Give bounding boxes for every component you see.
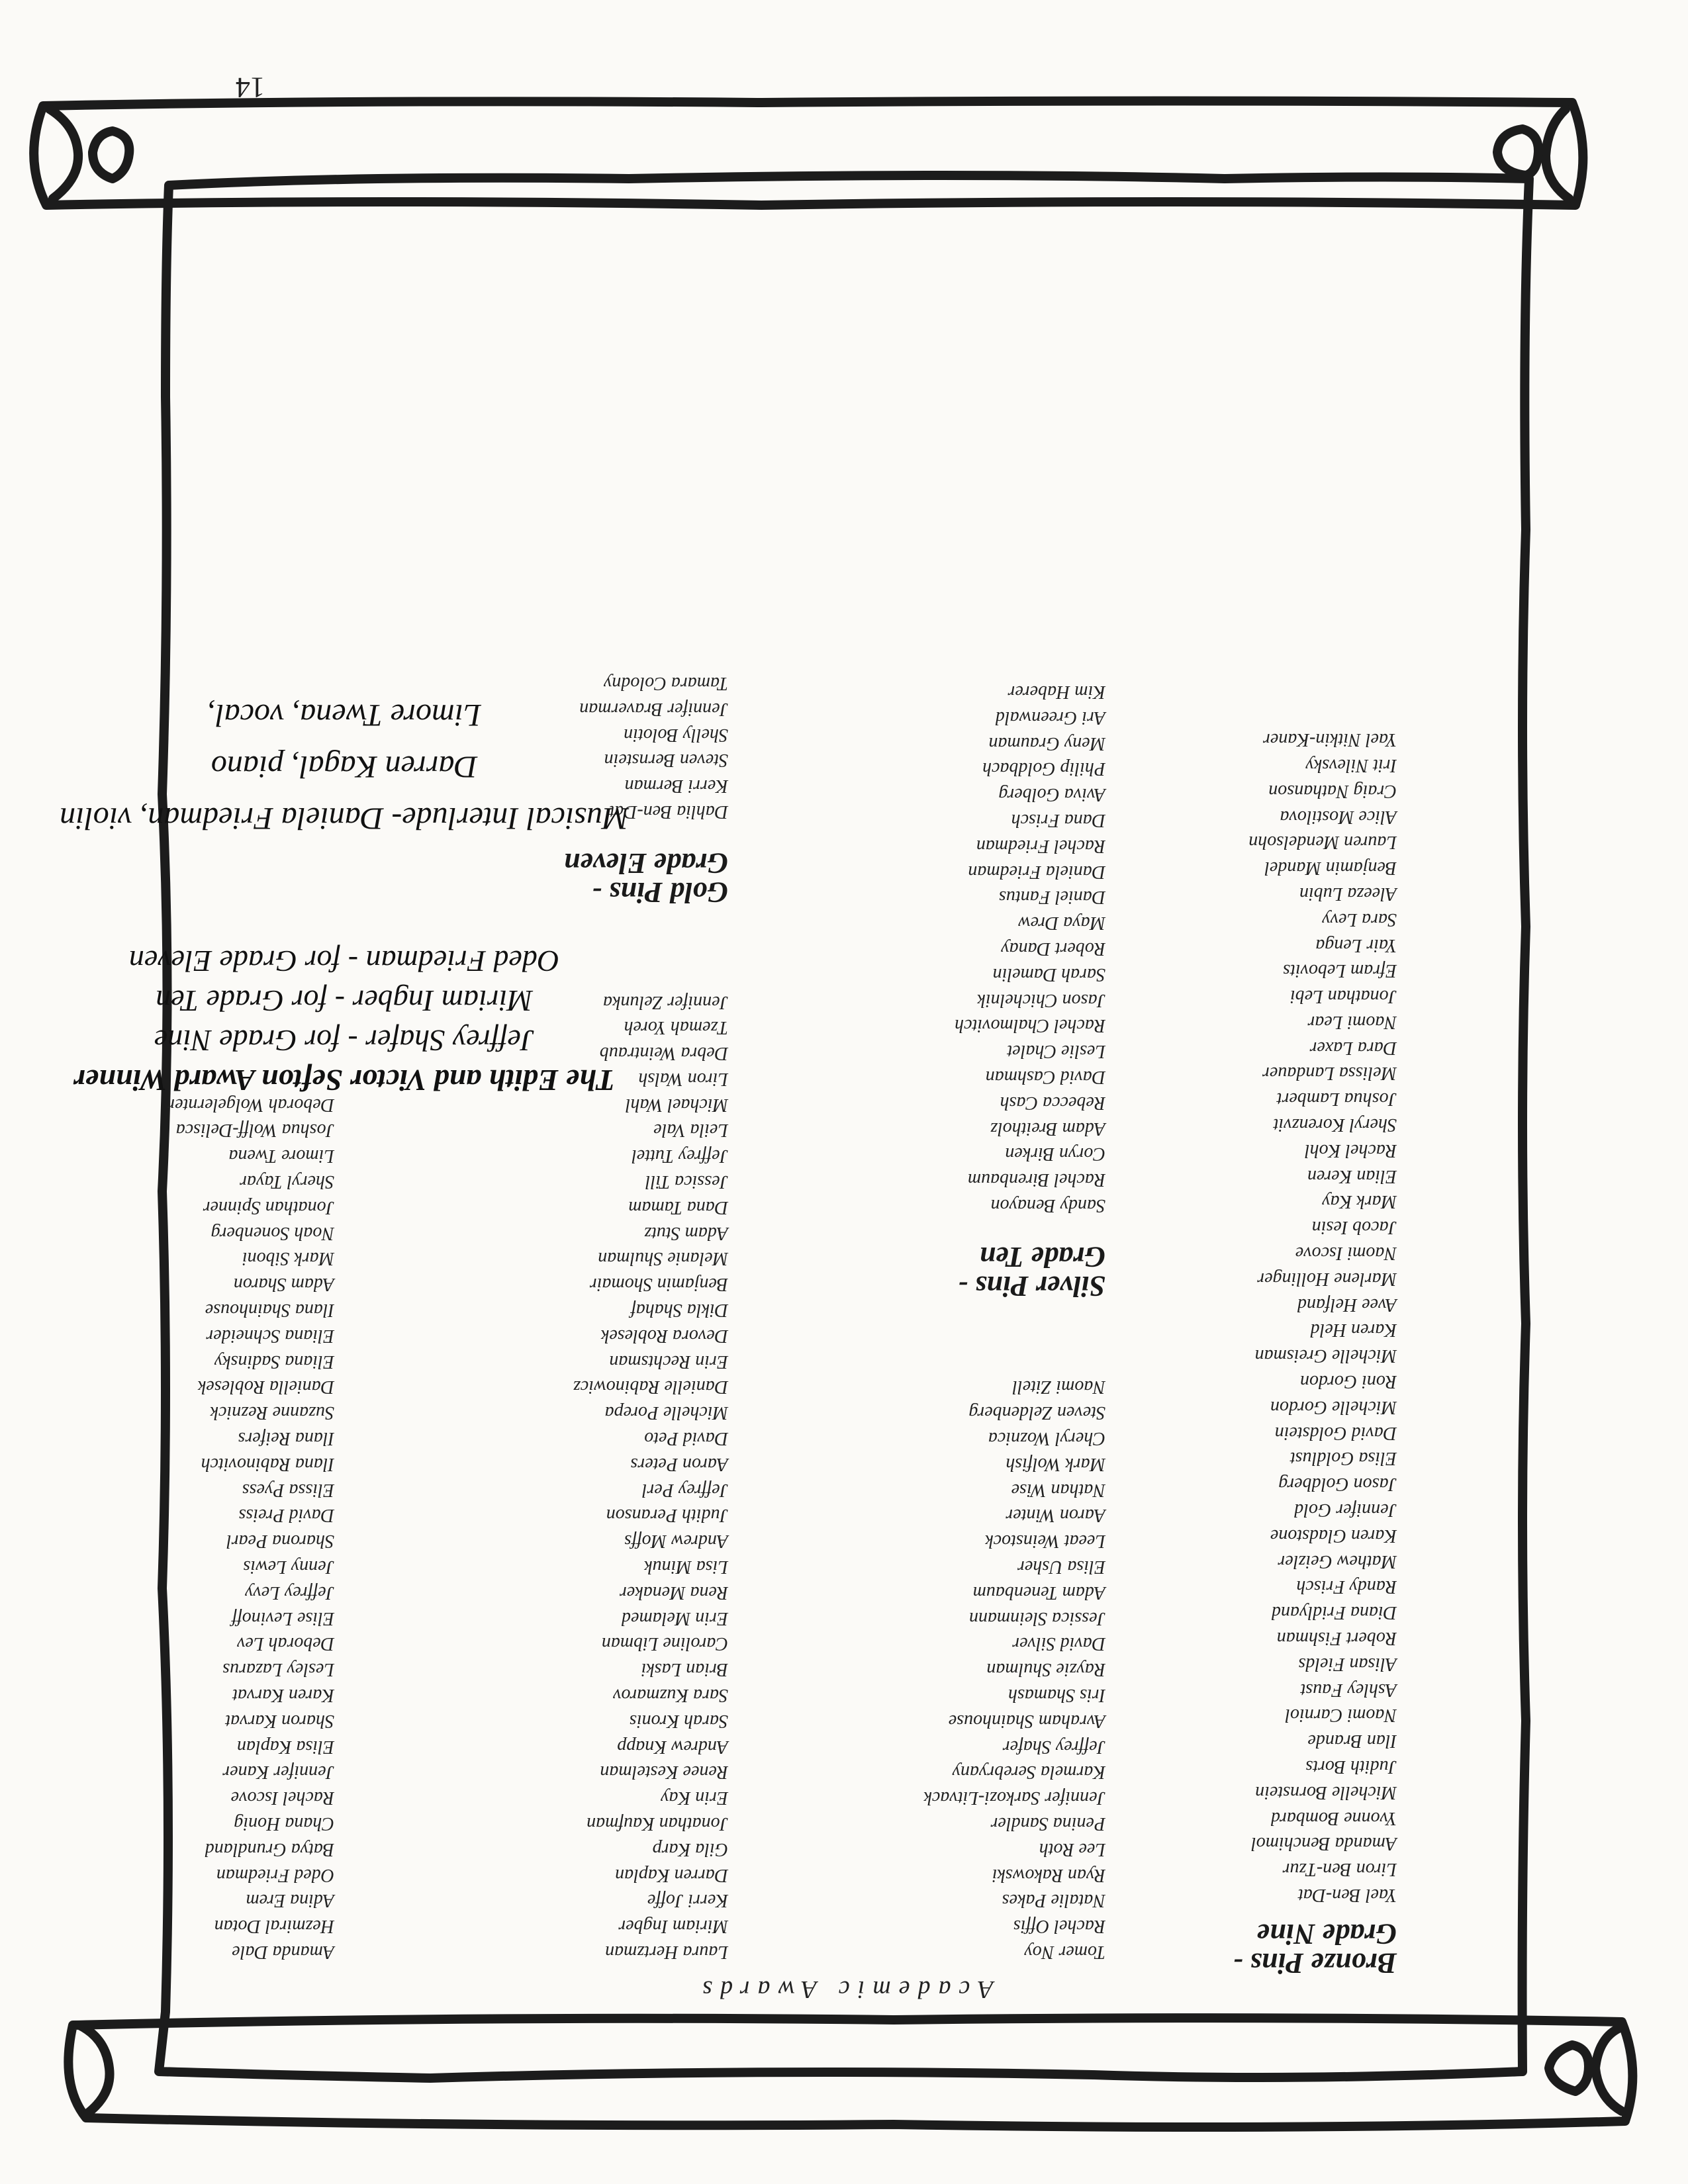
list-item: Adina Erem <box>246 1890 334 1911</box>
list-item: Rebecca Cash <box>1000 1092 1105 1113</box>
list-item: Aaron Winter <box>1006 1505 1105 1526</box>
list-item: Jonathan Kaufman <box>586 1813 728 1835</box>
list-item: Marlene Hollinger <box>1257 1268 1397 1289</box>
list-item: Dahlia Ben-Dat <box>609 801 728 822</box>
list-item: Efram Lebovits <box>1283 960 1397 981</box>
list-item: David Cashman <box>985 1067 1105 1088</box>
interlude-line: Limore Twena, vocal, <box>207 698 481 733</box>
list-item: Eliana Schneider <box>206 1325 334 1346</box>
musical-interlude <box>53 689 635 844</box>
bronze-heading-line2: Grade Nine <box>1256 1918 1397 1950</box>
sefton-award-line: Jeffrey Shafer - for Grade Nine <box>154 1024 535 1058</box>
list-item: Ashley Faust <box>1300 1679 1397 1700</box>
list-item: Naomi Iscove <box>1295 1243 1397 1264</box>
list-item: Leeat Weinstock <box>985 1531 1105 1552</box>
list-item: Daniela Friedman <box>968 861 1105 882</box>
list-item: Ilan Brande <box>1307 1731 1397 1752</box>
list-item: Liron Ben-Tzur <box>1282 1859 1397 1880</box>
list-item: Limore Twena <box>228 1146 334 1167</box>
list-item: Rachel Birenbaum <box>967 1169 1105 1191</box>
sefton-award-title: The Edith and Victor Sefton Award Winner <box>73 1064 615 1097</box>
list-item: Michael Wahl <box>625 1094 728 1115</box>
list-item: Jason Goldberg <box>1278 1474 1397 1495</box>
silver-heading <box>959 1242 1105 1300</box>
list-item: Randy Frisch <box>1296 1576 1397 1598</box>
list-item: Mark Kay <box>1322 1191 1397 1212</box>
list-item: Miriam Ingber <box>618 1916 728 1937</box>
list-item: Alice Mostilova <box>1280 806 1397 827</box>
list-item: Erin Kay <box>661 1788 728 1809</box>
list-item: Sarah Kronis <box>629 1710 728 1731</box>
list-item: Alisan Fields <box>1298 1653 1397 1674</box>
list-item: Renee Kestelman <box>600 1762 728 1783</box>
list-item: Karen Gladstone <box>1270 1525 1397 1546</box>
list-item: Andrew Knapp <box>617 1736 728 1757</box>
list-item: Jeffrey Shafer <box>1002 1736 1105 1757</box>
list-item: Rachel Kohl <box>1304 1140 1397 1161</box>
list-item: Elian Keren <box>1307 1165 1397 1187</box>
list-item: Deborah Lev <box>237 1633 334 1655</box>
list-item: Leslie Chalet <box>1007 1041 1105 1062</box>
list-item: Karen Karvat <box>232 1685 334 1706</box>
list-item: Laura Hertzman <box>605 1942 728 1962</box>
list-item: Melanie Shulman <box>598 1248 728 1269</box>
bronze-list-col4 <box>167 1091 334 1964</box>
list-item: Naomi Carniol <box>1285 1705 1397 1726</box>
list-item: Yael Ben-Dat <box>1297 1885 1397 1905</box>
list-item: Jeffrey Perl <box>641 1479 728 1500</box>
list-item: Daniella Roblesek <box>197 1377 334 1398</box>
list-item: Batya Grundland <box>205 1839 334 1860</box>
interlude-title: Musical Interlude- Daniela Friedman, violin <box>60 801 629 836</box>
list-item: Maya Drew <box>1018 913 1105 934</box>
list-item: Sheryl Korenzvit <box>1273 1115 1397 1136</box>
list-item: Iris Shamash <box>1008 1685 1105 1706</box>
list-item: Aleeza Lubin <box>1299 883 1397 904</box>
gold-heading-line2: Grade Eleven <box>563 847 728 880</box>
list-item: Michelle Gordon <box>1270 1396 1397 1418</box>
list-item: Shelly Bolotin <box>624 724 728 745</box>
list-item: Liron Walsh <box>638 1068 728 1089</box>
list-item: Jacob Iesin <box>1311 1217 1397 1238</box>
bronze-heading <box>1233 1919 1397 1978</box>
silver-list <box>955 678 1105 1218</box>
bronze-heading-line1: Bronze Pins - <box>1233 1947 1397 1979</box>
list-item: Irit Nilevsky <box>1305 754 1397 776</box>
sefton-award-line: Oded Friedman - for Grade Eleven <box>128 944 560 978</box>
list-item: Kerri Joffe <box>647 1890 728 1911</box>
list-item: Joshua Wolff-Delisca <box>175 1120 334 1141</box>
list-item: Lauren Mendelsohn <box>1248 832 1397 853</box>
list-item: Adam Stutz <box>644 1222 728 1244</box>
list-item: Meny Grauman <box>988 733 1105 754</box>
list-item: Hezmiral Dotan <box>214 1916 334 1937</box>
list-item: Noah Sonenberg <box>211 1222 334 1244</box>
list-item: Karmela Serebryany <box>952 1762 1105 1783</box>
list-item: Steven Bernstein <box>604 750 728 771</box>
list-item: Sharon Karvat <box>225 1710 334 1731</box>
list-item: Jenny Lewis <box>243 1557 334 1578</box>
list-item: Penina Sandler <box>990 1813 1105 1835</box>
list-item: Adam Breitholz <box>990 1118 1105 1139</box>
list-item: Karen Held <box>1310 1320 1397 1341</box>
list-item: Darren Kaplan <box>615 1864 728 1886</box>
list-item: Mark Siboni <box>242 1248 334 1269</box>
list-item: Eliana Sadinsky <box>214 1351 334 1372</box>
list-item: Philip Goldbach <box>982 758 1105 780</box>
list-item: Jonathan Lebi <box>1290 986 1397 1007</box>
list-item: Sheryl Tayar <box>240 1171 334 1193</box>
list-item: Rayzie Shulman <box>986 1659 1105 1680</box>
list-item: Michelle Bornstein <box>1255 1782 1397 1803</box>
list-item: Jeffrey Levy <box>245 1582 334 1603</box>
list-item: Ilana Shainhouse <box>205 1300 334 1321</box>
list-item: Rena Menaker <box>619 1582 728 1603</box>
list-item: Yvonne Bombard <box>1270 1807 1397 1829</box>
silver-heading-line1: Silver Pins - <box>958 1270 1105 1302</box>
bronze-list-col1 <box>1248 726 1397 1907</box>
list-item: Rachel Friedman <box>976 835 1105 856</box>
sefton-award-line: Miriam Ingber - for Grade Ten <box>156 984 533 1018</box>
list-item: Jennifer Kaner <box>222 1762 334 1783</box>
list-item: Ilana Rabinovitch <box>201 1453 334 1475</box>
interlude-line: Darren Kagal, piano <box>211 749 478 784</box>
list-item: Aaron Peters <box>630 1453 728 1475</box>
list-item: Gila Karp <box>652 1839 728 1860</box>
list-item: Ryan Rakowski <box>992 1864 1105 1886</box>
list-item: David Peto <box>644 1428 728 1449</box>
list-item: Kim Haberer <box>1008 682 1105 703</box>
list-item: Rachel Iscove <box>230 1788 334 1809</box>
list-item: Deborah Wolgelernter <box>167 1094 334 1115</box>
gold-heading <box>564 848 728 907</box>
list-item: Sharona Pearl <box>226 1531 334 1552</box>
list-item: Adam Tenenbaum <box>972 1582 1105 1603</box>
list-item: Debra Weintraub <box>599 1043 728 1064</box>
list-item: Cheryl Woznica <box>988 1428 1105 1449</box>
list-item: Steven Zeldenberg <box>968 1402 1105 1424</box>
page-title: Academic Awards <box>694 1976 994 2003</box>
list-item: Caroline Libman <box>601 1633 728 1655</box>
list-item: Kerri Berman <box>624 776 728 797</box>
list-item: Robert Danay <box>1001 938 1105 960</box>
list-item: Elisa Goldlust <box>1289 1448 1397 1469</box>
list-item: Jennifer Braverman <box>579 698 728 719</box>
list-item: Jessica Till <box>645 1171 728 1193</box>
list-item: Suzanne Reznick <box>210 1402 334 1424</box>
list-item: Adam Sharon <box>233 1274 334 1295</box>
sefton-award <box>53 941 635 1100</box>
silver-heading-line2: Grade Ten <box>979 1241 1105 1273</box>
list-item: Amanda Dale <box>232 1942 334 1962</box>
bronze-list-col2 <box>924 1374 1105 1964</box>
list-item: Ari Greenwald <box>995 707 1105 728</box>
list-item: Sara Kuzmarov <box>613 1685 728 1706</box>
list-item: Sarah Damelin <box>992 964 1105 985</box>
list-item: Benjamin Mandel <box>1264 858 1397 879</box>
list-item: Avraham Shainhouse <box>948 1710 1105 1731</box>
list-item: Elise Levinoff <box>232 1608 334 1629</box>
list-item: Judith Peranson <box>606 1505 728 1526</box>
list-item: Sara Levy <box>1322 909 1397 930</box>
list-item: Elissa Pyess <box>242 1479 334 1500</box>
list-item: Rachel Offis <box>1013 1916 1105 1937</box>
list-item: Erin Melamed <box>622 1608 728 1629</box>
list-item: Rachel Chalmovitch <box>955 1015 1105 1036</box>
list-item: Joshua Lambert <box>1276 1089 1397 1110</box>
list-item: Aviva Golberg <box>998 784 1105 805</box>
list-item: Lesley Lazarus <box>222 1659 334 1680</box>
list-item: Roni Gordon <box>1300 1371 1397 1392</box>
list-item: Craig Nathanson <box>1268 780 1397 801</box>
list-item: Jennifer Zelunka <box>603 991 728 1013</box>
list-item: Jennifer Gold <box>1294 1500 1397 1521</box>
list-item: Naomi Lear <box>1307 1011 1397 1032</box>
list-item: Brian Laski <box>641 1659 728 1680</box>
list-item: Danielle Rabinowicz <box>573 1377 728 1398</box>
list-item: Jessica Sleinmann <box>968 1608 1105 1629</box>
list-item: David Preiss <box>238 1505 334 1526</box>
list-item: Tzemah Yoreh <box>624 1017 728 1038</box>
list-item: Judith Borts <box>1305 1756 1397 1778</box>
gold-heading-line1: Gold Pins - <box>592 876 728 909</box>
list-item: Michelle Porepa <box>604 1402 728 1424</box>
list-item: Naomi Zitell <box>1012 1377 1105 1398</box>
list-item: Elisa Kaplan <box>236 1736 334 1757</box>
list-item: Jennifer Sarkozi-Litvack <box>923 1788 1105 1809</box>
list-item: Devora Roblesek <box>600 1325 728 1346</box>
list-item: Leila Vale <box>653 1120 728 1141</box>
list-item: Andrew Moffs <box>624 1531 728 1552</box>
list-item: Mark Wolfish <box>1006 1453 1105 1475</box>
list-item: Tamara Colodny <box>603 673 728 694</box>
list-item: Natalie Pakes <box>1002 1890 1105 1911</box>
list-item: Mathew Geizler <box>1278 1551 1397 1572</box>
list-item: Jeffrey Tuttel <box>632 1146 728 1167</box>
list-item: Dana Frisch <box>1011 810 1105 831</box>
list-item: Melissa Landauer <box>1262 1063 1397 1084</box>
list-item: David Goldstein <box>1274 1422 1397 1443</box>
list-item: Benjamin Shomair <box>589 1274 728 1295</box>
list-item: Oded Friedman <box>216 1864 334 1886</box>
list-item: Daniel Fantus <box>999 887 1105 908</box>
list-item: Jason Chichelnik <box>977 989 1105 1011</box>
list-item: Lee Roth <box>1039 1839 1105 1860</box>
list-item: Amanda Benchimol <box>1250 1833 1397 1854</box>
list-item: Dikla Shahaf <box>631 1300 728 1321</box>
list-item: Jonathan Spinner <box>203 1197 334 1218</box>
list-item: Sandy Benayon <box>990 1195 1105 1216</box>
list-item: Ilana Reifers <box>238 1428 334 1449</box>
list-item: Erin Rechtsman <box>609 1351 728 1372</box>
list-item: Avee Helfand <box>1297 1294 1397 1315</box>
list-item: Coryn Birken <box>1005 1144 1105 1165</box>
list-item: Nathan Wise <box>1011 1479 1105 1500</box>
list-item: Lisa Minuk <box>644 1557 728 1578</box>
list-item: Chana Honig <box>234 1813 334 1835</box>
list-item: Yael Nitkin-Kaner <box>1263 729 1397 751</box>
list-item: Tomer Noy <box>1024 1942 1105 1962</box>
list-item: Dana Tamam <box>628 1197 728 1218</box>
page-number: 14 <box>236 71 265 104</box>
list-item: Elisa Usher <box>1017 1557 1105 1578</box>
list-item: Robert Fishman <box>1276 1628 1397 1649</box>
list-item: Michelle Greisman <box>1254 1345 1397 1367</box>
list-item: Diana Fridlyand <box>1272 1602 1397 1623</box>
list-item: David Silver <box>1012 1633 1105 1655</box>
list-item: Yair Lenga <box>1315 934 1397 956</box>
bronze-list-col3 <box>573 989 728 1964</box>
list-item: Dara Laxer <box>1309 1037 1397 1058</box>
